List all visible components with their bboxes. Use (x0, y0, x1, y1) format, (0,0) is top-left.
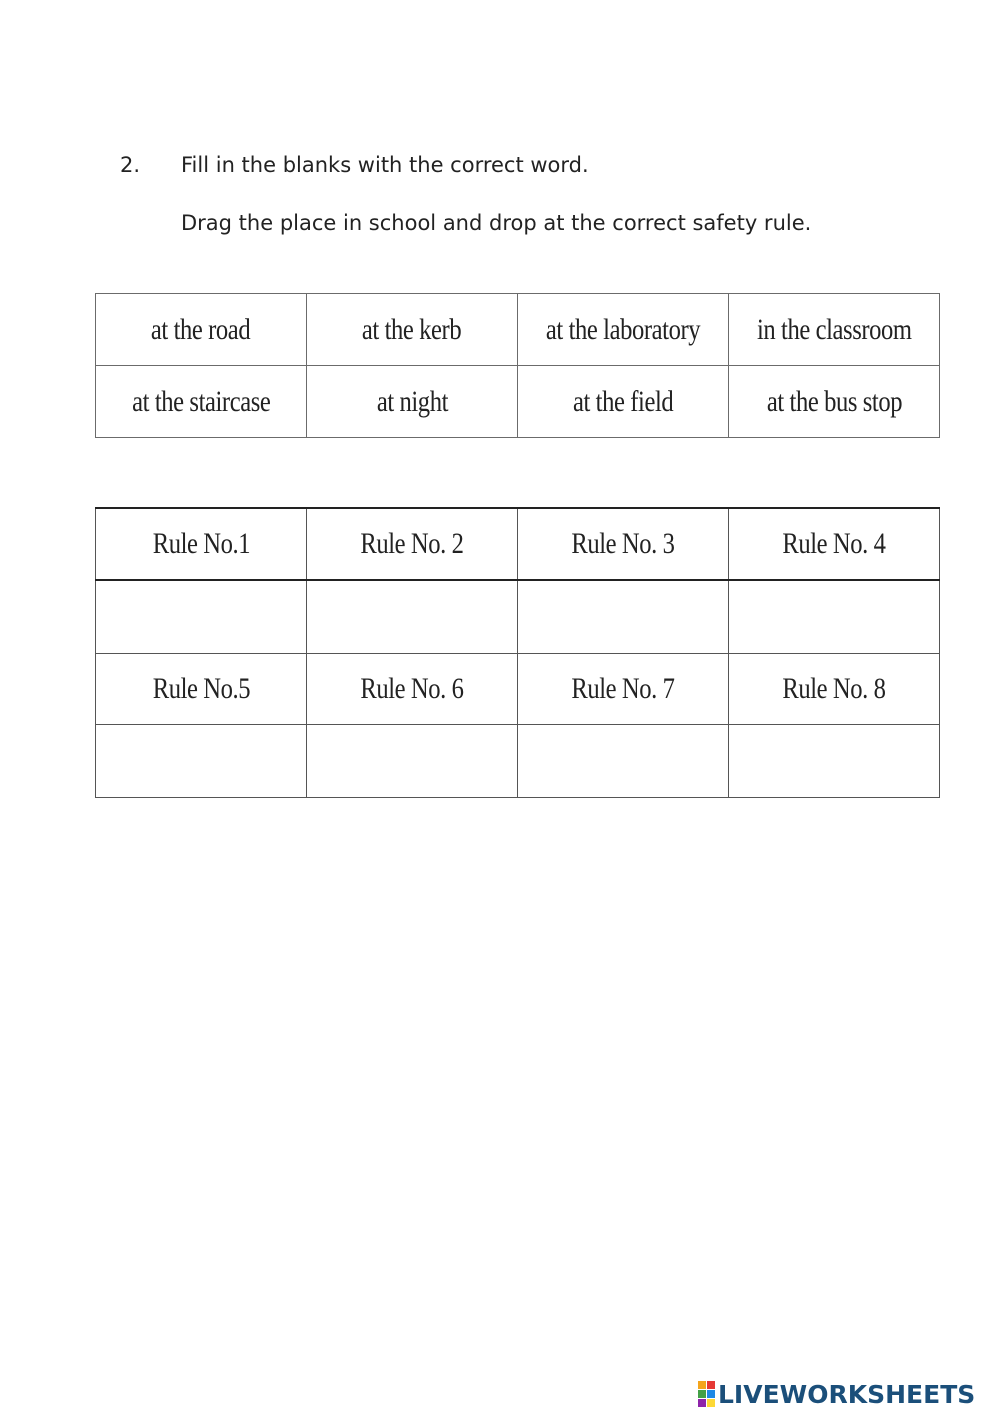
question-text: Fill in the blanks with the correct word. (181, 153, 589, 177)
logo-text: LIVEWORKSHEETS (718, 1379, 976, 1409)
rule-label-cell (729, 654, 940, 725)
rule-label: Rule No. 3 (571, 527, 675, 560)
drop-zone-rule-2[interactable] (307, 580, 518, 654)
word-bank-cell[interactable] (518, 294, 729, 366)
drop-zone-row (96, 580, 940, 654)
draggable-word[interactable]: in the classroom (756, 312, 912, 346)
draggable-word[interactable]: at the staircase (131, 384, 271, 418)
rule-label: Rule No. 2 (360, 527, 464, 560)
draggable-word[interactable]: at night (376, 384, 448, 418)
word-bank-cell[interactable] (96, 294, 307, 366)
word-bank-row (96, 366, 940, 438)
draggable-word[interactable]: at the laboratory (545, 312, 701, 346)
drop-zone-rule-5[interactable] (96, 725, 307, 798)
rule-label: Rule No.1 (152, 527, 250, 560)
rule-label-row (96, 654, 940, 725)
drop-zone-row (96, 725, 940, 798)
rules-table (95, 507, 940, 798)
rule-label: Rule No. 6 (360, 672, 464, 705)
draggable-word[interactable]: at the field (572, 384, 674, 418)
question-instruction: Drag the place in school and drop at the correct safety rule. (181, 211, 812, 235)
rule-label-cell (518, 508, 729, 580)
rule-label-cell (307, 508, 518, 580)
rule-label: Rule No.5 (152, 672, 250, 705)
rule-label-cell (96, 654, 307, 725)
drop-zone-rule-7[interactable] (518, 725, 729, 798)
drop-zone-rule-8[interactable] (729, 725, 940, 798)
drop-zone-rule-6[interactable] (307, 725, 518, 798)
rule-label-row (96, 508, 940, 580)
rule-label-cell (729, 508, 940, 580)
rule-label-cell (307, 654, 518, 725)
rule-label: Rule No. 8 (782, 672, 886, 705)
word-bank-cell[interactable] (96, 366, 307, 438)
logo-square (707, 1381, 715, 1389)
draggable-word[interactable]: at the kerb (362, 312, 462, 346)
draggable-word[interactable]: at the road (151, 312, 251, 346)
liveworksheets-logo-icon (698, 1381, 715, 1407)
rule-label: Rule No. 7 (571, 672, 675, 705)
drop-zone-rule-4[interactable] (729, 580, 940, 654)
question-number: 2. (120, 153, 141, 177)
logo-square (698, 1399, 706, 1407)
word-bank-table (95, 293, 940, 438)
drop-zone-rule-3[interactable] (518, 580, 729, 654)
liveworksheets-logo (698, 1378, 975, 1410)
logo-square (707, 1390, 715, 1398)
word-bank-cell[interactable] (518, 366, 729, 438)
logo-square (698, 1390, 706, 1398)
word-bank-row (96, 294, 940, 366)
logo-square (707, 1399, 715, 1407)
rule-label-cell (96, 508, 307, 580)
draggable-word[interactable]: at the bus stop (766, 384, 902, 418)
word-bank-cell[interactable] (307, 366, 518, 438)
drop-zone-rule-1[interactable] (96, 580, 307, 654)
word-bank-cell[interactable] (729, 366, 940, 438)
logo-square (698, 1381, 706, 1389)
word-bank-cell[interactable] (307, 294, 518, 366)
word-bank-cell[interactable] (729, 294, 940, 366)
rule-label: Rule No. 4 (782, 527, 886, 560)
rule-label-cell (518, 654, 729, 725)
